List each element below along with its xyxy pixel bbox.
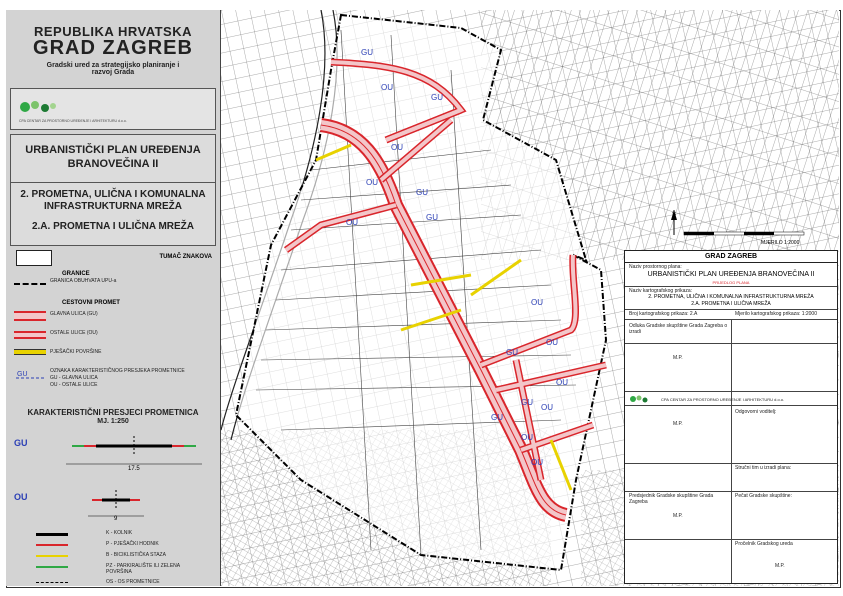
key-pz: PZ - PARKIRALIŠTE ILI ZELENA POVRŠINA: [106, 563, 180, 575]
key-p-swatch: [36, 544, 68, 546]
granice-header: GRANICE: [62, 271, 90, 277]
tb-plan: URBANISTIČKI PLAN UREĐENJA BRANOVEČINA II: [647, 271, 815, 278]
key-b-swatch: [36, 555, 68, 557]
tb-firm: CPA CENTAR ZA PROSTORNO UREĐENJE I ARHITEKTURU d.o.o.: [661, 397, 785, 402]
oznaka-ou: OU - OSTALE ULICE: [50, 382, 98, 388]
cestovni-header: CESTOVNI PROMET: [62, 300, 120, 306]
key-k: K - KOLNIK: [106, 530, 133, 536]
tb-mp-3: M.P.: [673, 513, 683, 519]
firm-logo-icon: [17, 97, 57, 117]
tb-city: GRAD ZAGREB: [625, 251, 837, 263]
oznaka-icon: [14, 366, 46, 382]
section-title: 2. PROMETNA, ULIČNA I KOMUNALNA INFRASTRUKTURNA MREŽA: [20, 189, 206, 212]
presjeci-scale: MJ. 1:250: [97, 418, 129, 425]
firm-name: CPA CENTAR ZA PROSTORNO UREĐENJE I ARHITEKTURU d.o.o.: [19, 119, 127, 123]
key-b: B - BICIKLISTIČKA STAZA: [106, 552, 166, 558]
map-label: OU: [556, 378, 568, 387]
map-label: GU: [506, 348, 518, 357]
pjesacki-swatch: [14, 349, 46, 355]
ou-section-label: OU: [14, 492, 28, 502]
tb-mp-4: M.P.: [775, 563, 785, 569]
ostale-swatch: [14, 331, 46, 339]
north-label: S: [672, 212, 677, 218]
map-label: OU: [366, 178, 378, 187]
section-box: [10, 182, 216, 246]
granica-swatch: [14, 283, 46, 285]
map-label: OU: [541, 403, 553, 412]
gu-width: 17.5: [128, 466, 140, 472]
key-p: P - PJEŠAČKI HODNIK: [106, 541, 159, 547]
tb-divider: [731, 319, 732, 583]
map-label: OU: [546, 338, 558, 347]
scale-bar: [684, 232, 804, 235]
tb-mp-1: M.P.: [673, 355, 683, 361]
gu-section-label: GU: [14, 438, 28, 448]
tb-coordinator: Odgovorni voditelj:: [735, 409, 777, 415]
tb-row-b: Mjerilo kartografskog prikaza: 1:2000: [735, 311, 817, 317]
ou-width: 9: [114, 516, 118, 522]
map-label: GU: [416, 188, 428, 197]
tb-president: Predsjednik Gradske skupštine Grada Zagreba: [629, 493, 714, 505]
office-name: Gradski ured za strategijsko planiranje i razvoj Grada: [46, 62, 180, 76]
tb-office-label: Odluka Gradske skupštine Grada Zagreba o izradi: [629, 323, 728, 335]
granica-label: GRANICA OBUHVATA UPU-a: [50, 278, 117, 284]
map-label: OU: [521, 433, 533, 442]
tb-map-name-label: Naziv kartografskog prikaza:: [629, 288, 693, 294]
tb-map-name: 2. PROMETNA, ULIČNA I KOMUNALNA INFRASTRUKTURNA MREŽA: [648, 294, 814, 300]
key-k-swatch: [36, 533, 68, 536]
oznaka-label: OZNAKA KARAKTERISTIČNOG PRESJEKA PROMETNICE: [50, 368, 185, 374]
tb-stamp: Pečat Gradske skupštine:: [735, 493, 792, 499]
oznaka-gu: GU - GLAVNA ULICA: [50, 375, 98, 381]
scale-text: MJERILO 1:2000: [761, 240, 800, 246]
svg-text:GU: GU: [17, 371, 28, 378]
map-label: GU: [491, 413, 503, 422]
key-os-swatch: [36, 582, 68, 583]
tb-mp-2: M.P.: [673, 421, 683, 427]
map-label: OU: [531, 298, 543, 307]
glavna-swatch: [14, 311, 46, 321]
map-label: OU: [531, 458, 543, 467]
ou-cross-section: [82, 484, 182, 524]
tb-header-small: Naziv prostornog plana:: [629, 264, 682, 270]
tumac-swatch: [16, 250, 52, 266]
plan-title-box: [10, 134, 216, 184]
tb-row-a: Broj kartografskog prikaza: 2.A: [629, 311, 698, 317]
map-label: OU: [391, 143, 403, 152]
map-label: GU: [521, 398, 533, 407]
key-pz-swatch: [36, 566, 68, 568]
map-label: GU: [426, 213, 438, 222]
presjeci-title: KARAKTERISTIČNI PRESJECI PROMETNICA: [27, 408, 199, 417]
map-label: OU: [346, 218, 358, 227]
tb-plan-sub: PRIJEDLOG PLANA: [712, 280, 750, 285]
tb-firm-logo-icon: [629, 394, 659, 404]
glavna-label: GLAVNA ULICA (GU): [50, 311, 98, 317]
pjesacki-label: PJEŠAČKI POVRŠINE: [50, 349, 102, 355]
tumac-label: TUMAČ ZNAKOVA: [159, 254, 212, 260]
tb-team: Stručni tim u izradi plana:: [735, 465, 792, 471]
map-label: OU: [381, 83, 393, 92]
key-os: OS - OS PROMETNICE: [106, 579, 160, 585]
tb-map-name-sub: 2.A. PROMETNA I ULIČNA MREŽA: [691, 301, 771, 307]
map-label: GU: [431, 93, 443, 102]
subsection-title: 2.A. PROMETNA I ULIČNA MREŽA: [31, 221, 195, 232]
tb-head-office: Pročelnik Gradskog ureda: [735, 541, 793, 547]
plan-title: URBANISTIČKI PLAN UREĐENJA BRANOVEČINA II: [25, 144, 201, 170]
map-label: GU: [361, 48, 373, 57]
title-block: [624, 250, 838, 584]
firm-box: [10, 88, 216, 130]
legend-panel: [6, 10, 221, 586]
republic-title: REPUBLIKA HRVATSKA: [33, 24, 193, 39]
city-title: GRAD ZAGREB: [33, 37, 193, 59]
ostale-label: OSTALE ULICE (OU): [50, 330, 98, 336]
